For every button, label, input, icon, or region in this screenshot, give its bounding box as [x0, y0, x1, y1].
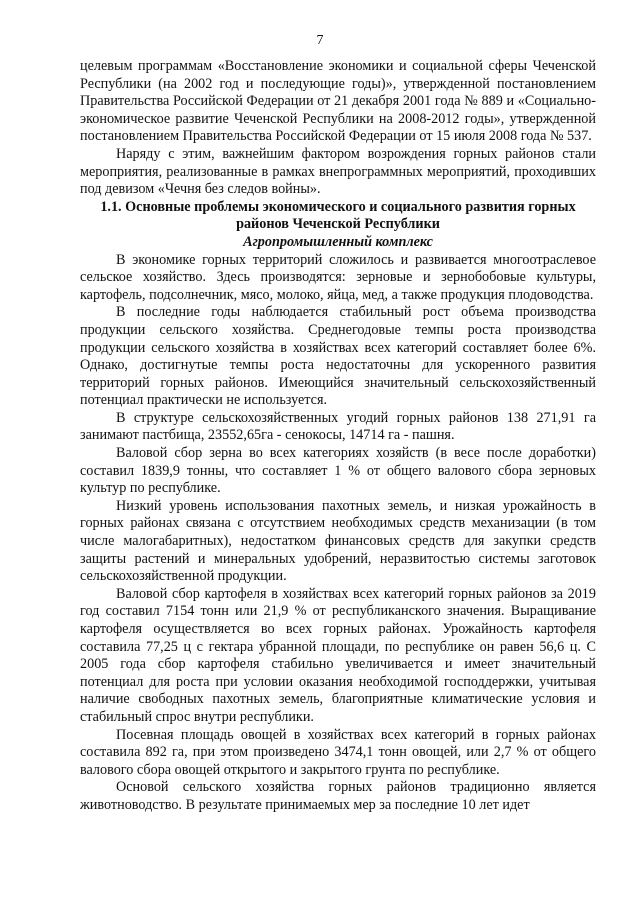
- intro-paragraph: Наряду с этим, важнейшим фактором возрождения горных районов стали мероприятия, реализованные в рамках внепрограммных мероприятий, проходивших под девизом «Чечня без следов войны».: [80, 145, 596, 198]
- body-paragraph: Низкий уровень использования пахотных земель, и низкая урожайность в горных районах связана с отсутствием необходимых средств механизации (в том числе малогабаритных), недостатком финансовых средств для закупки средств защиты растений и минеральных удобрений, неразвитостью системы заготовок сельскохозяйственной продукции.: [80, 497, 596, 585]
- document-body: [80, 58, 596, 815]
- body-paragraph: Валовой сбор картофеля в хозяйствах всех категорий горных районов за 2019 год составил 7154 тонн или 21,9 % от республиканского значения. Выращивание картофеля осуществляется во всех горных районах. Урожайность картофеля составила 77,25 ц с гектара убранной площади, по республике он равен 56,6 ц. С 2005 года сбор картофеля стабильно увеличивается и имеет значительный потенциал для роста при условии оказания необходимой господдержки, учитывая наличие свободных пахотных земель, благоприятные климатические условия и стабильный спрос внутри республики.: [80, 585, 596, 725]
- body-paragraph: В структуре сельскохозяйственных угодий горных районов 138 271,91 га занимают пастбища, 23552,65га - сенокосы, 14714 га - пашня.: [80, 409, 596, 444]
- section-heading: 1.1. Основные проблемы экономического и социального развития горных районов Чеченской Республики: [100, 198, 576, 233]
- body-paragraph: В последние годы наблюдается стабильный рост объема производства продукции сельского хозяйства. Среднегодовые темпы роста производства продукции сельского хозяйства в хозяйствах всех категорий составляет более 6%. Однако, достигнутые темпы роста недостаточны для ускоренного развития территорий горных районов. Имеющийся значительный сельскохозяйственный потенциал практически не используется.: [80, 304, 596, 409]
- body-paragraph: Основой сельского хозяйства горных районов традиционно является животноводство. В результате принимаемых мер за последние 10 лет идет: [80, 779, 596, 813]
- body-paragraph: В экономике горных территорий сложилось и развивается многоотраслевое сельское хозяйство. Здесь производятся: зерновые и зернобобовые культуры, картофель, подсолнечник, мясо, молоко, яйца, мед, а также продукция плодоводства.: [80, 251, 596, 303]
- body-paragraph: Валовой сбор зерна во всех категориях хозяйств (в весе после доработки) составил 1839,9 тонны, что составляет 1 % от общего валового сбора зерновых культур по республике.: [80, 445, 596, 497]
- intro-paragraph: целевым программам «Восстановление экономики и социальной сферы Чеченской Республики (на 2002 год и последующие годы)», утвержденной постановлением Правительства Российской Федерации от 21 декабря 2001 года № 889 и «Социально-экономическое развитие Чеченской Республики на 2008-2012 годы», утвержденной постановлением Правительства Российской Федерации от 15 июля 2008 года № 537.: [80, 58, 596, 145]
- body-paragraph: Посевная площадь овощей в хозяйствах всех категорий в горных районах составила 892 га, при этом произведено 3474,1 тонн овощей, или 2,7 % от общего валового сбора овощей открытого и закрытого грунта по республике.: [80, 726, 596, 778]
- page-number: 7: [316, 33, 324, 48]
- subsection-heading: Агропромышленный комплекс: [243, 233, 433, 250]
